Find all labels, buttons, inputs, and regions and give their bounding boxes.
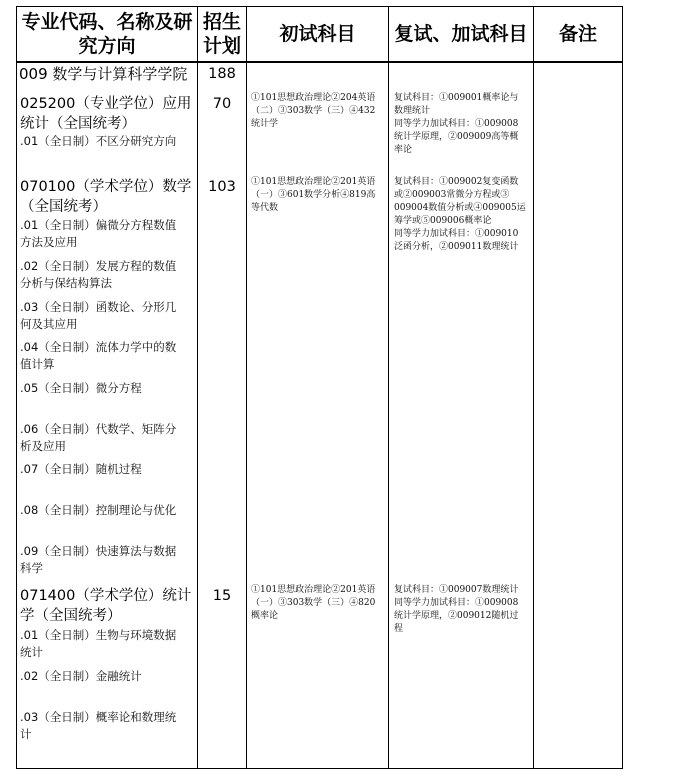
column-divider [197,6,198,769]
major-name [20,177,191,217]
exam-line: ①101思想政治理论②201英语 [251,585,376,595]
school-plan: 188 [208,66,236,82]
research-direction [20,627,176,661]
header-text-line: 招生 [202,11,241,33]
column-divider [388,6,389,769]
retest-line: 复试科目：①009001概率论与 [394,93,519,103]
direction-line: .05（全日制）微分方程 [20,381,142,395]
major-name-line: 025200（专业学位）应用 [20,96,192,112]
header-text-line: 计划 [202,35,241,57]
direction-line: 统计 [20,645,43,659]
exam-line: （二）③303数学（三）④432 [251,106,376,116]
retest-subjects [394,584,518,636]
major-plan: 15 [212,588,232,604]
major-name [20,586,191,626]
direction-line: .07（全日制）随机过程 [20,462,142,476]
direction-line: 方法及应用 [20,235,78,249]
direction-line: .06（全日制）代数学、矩阵分 [20,422,177,436]
major-name-line: 070100（学术学位）数学 [20,179,192,195]
major-name-line: 统计（全国统考） [20,116,136,132]
research-direction [20,299,176,333]
direction-line: .01（全日制）不区分研究方向 [20,134,177,148]
direction-line: .02（全日制）金融统计 [20,669,142,683]
retest-line: 泛函分析，②009011数理统计 [394,242,519,252]
header-plan [198,10,246,58]
retest-line: 复试科目：①009002复变函数 [394,177,519,187]
direction-line: .08（全日制）控制理论与优化 [20,503,177,517]
retest-line: 复试科目：①009007数理统计 [394,585,519,595]
exam-line: 概率论 [251,611,279,621]
exam-line: ①101思想政治理论②201英语 [251,177,376,187]
retest-line: 数理统计 [394,106,431,116]
exam-line: 等代数 [251,203,279,213]
header-divider [16,61,622,63]
research-direction [20,668,142,685]
header-text-line: 专业代码、名称及研 [21,11,193,33]
research-direction [20,421,176,455]
exam-line: （一）③601数学分析④819高 [251,190,376,200]
direction-line: 值计算 [20,357,55,371]
retest-line: 同等学力加试科目：①009008 [394,598,519,608]
table-border-bottom [16,768,622,769]
retest-line: 程 [394,624,404,634]
initial-exam-subjects [251,584,375,623]
major-name-line: （全国统考） [20,199,107,215]
research-direction [20,380,142,397]
retest-line: 统计学原理，②009012随机过 [394,611,519,621]
table-border-left [16,6,17,769]
research-direction [20,461,142,478]
header-major-code-name [17,10,197,58]
direction-line: 计 [20,727,32,741]
research-direction [20,709,176,743]
table-border-right [622,6,623,769]
initial-exam-subjects [251,92,375,131]
exam-line: ①101思想政治理论②204英语 [251,93,376,103]
major-plan: 103 [208,179,236,195]
research-direction [20,339,176,373]
retest-line: 筹学或⑤009006概率论 [394,216,492,226]
header-initial-exam: 初试科目 [279,23,356,45]
header-remarks: 备注 [558,23,597,45]
column-divider [533,6,534,769]
direction-line: .03（全日制）概率论和数理统 [20,710,177,724]
research-direction [20,133,176,150]
major-name-line: 071400（学术学位）统计 [20,588,192,604]
direction-line: 何及其应用 [20,317,78,331]
exam-line: 统计学 [251,119,279,129]
retest-line: 同等学力加试科目：①009008 [394,119,519,129]
major-name [20,94,191,134]
direction-line: .02（全日制）发展方程的数值 [20,259,177,273]
major-plan: 70 [212,96,232,112]
retest-line: 率论 [394,145,413,155]
research-direction [20,258,176,292]
exam-line: （一）③303数学（三）④820 [251,598,376,608]
direction-line: 析及应用 [20,439,66,453]
research-direction [20,543,176,577]
retest-line: 统计学原理，②009009高等概 [394,132,519,142]
direction-line: .01（全日制）生物与环境数据 [20,628,177,642]
retest-subjects [394,92,518,157]
column-divider [246,6,247,769]
direction-line: .03（全日制）函数论、分形几 [20,300,177,314]
direction-line: .09（全日制）快速算法与数据 [20,544,177,558]
research-direction [20,217,176,251]
major-name-line: 学（全国统考） [20,608,122,624]
research-direction [20,502,176,519]
direction-line: .01（全日制）偏微分方程数值 [20,218,177,232]
retest-line: 或②009003常微分方程或③ [394,190,510,200]
table-border-top [16,6,622,7]
retest-subjects [394,176,526,254]
direction-line: 科学 [20,561,43,575]
school-name: 009 数学与计算科学学院 [19,65,188,83]
header-retest-exam: 复试、加试科目 [394,23,528,45]
retest-line: 009004数值分析或④009005运 [394,203,526,213]
retest-line: 同等学力加试科目：①009010 [394,229,519,239]
direction-line: .04（全日制）流体力学中的数 [20,340,177,354]
header-text-line: 究方向 [78,35,136,57]
initial-exam-subjects [251,176,375,215]
direction-line: 分析与保结构算法 [20,276,112,290]
